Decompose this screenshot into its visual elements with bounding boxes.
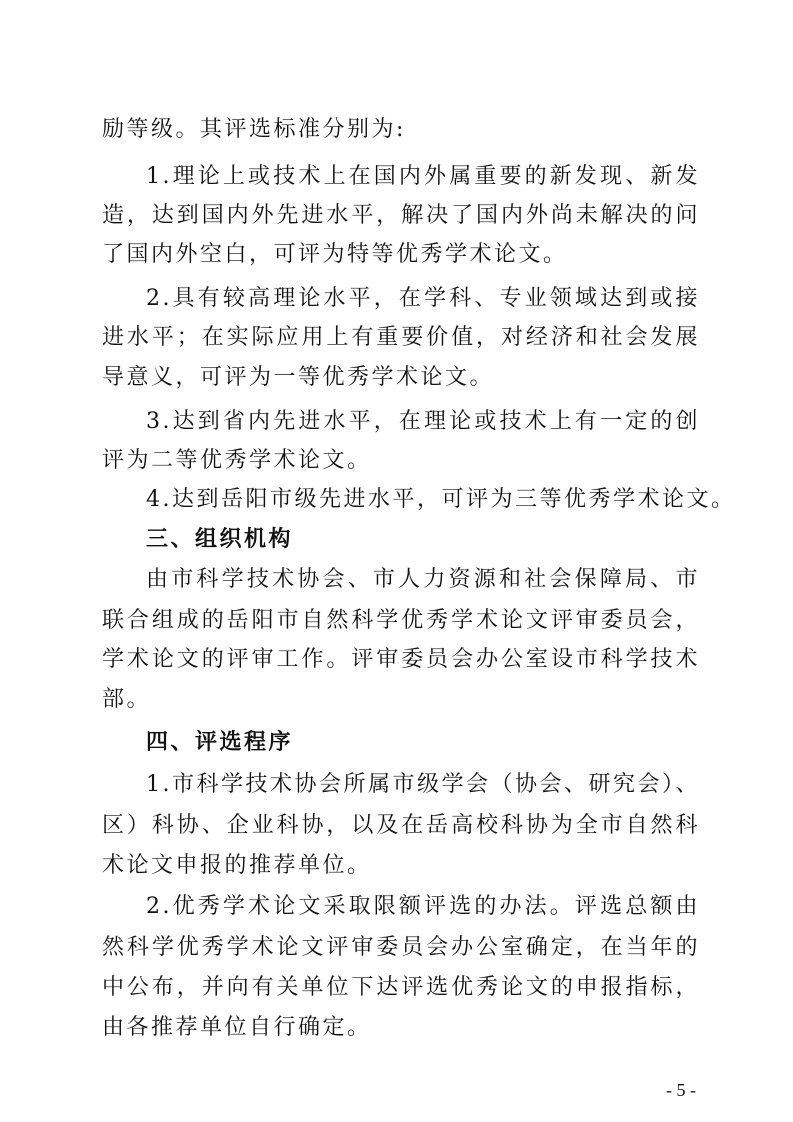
paragraph-line: 2.优秀学术论文采取限额评选的办法。评选总额由 (146, 894, 700, 919)
section-heading: 四、评选程序 (146, 730, 294, 755)
paragraph-line: 进水平；在实际应用上有重要价值，对经济和社会发展 (102, 325, 700, 350)
paragraph-line: 2.具有较高理论水平，在学科、专业领域达到或接 (146, 286, 700, 311)
paragraph-line: 3.达到省内先进水平，在理论或技术上有一定的创 (146, 409, 700, 434)
paragraph-line: 励等级。其评选标准分别为: (102, 117, 406, 142)
paragraph-line: 联合组成的岳阳市自然科学优秀学术论文评审委员会， (102, 608, 700, 633)
paragraph-line: 造，达到国内外先进水平，解决了国内外尚未解决的问 (102, 203, 700, 228)
paragraph-line: 了国内外空白，可评为特等优秀学术论文。 (102, 242, 568, 267)
paragraph-line: 然科学优秀学术论文评审委员会办公室确定，在当年的 (102, 935, 700, 960)
paragraph-line: 由各推荐单位自行确定。 (102, 1015, 372, 1040)
paragraph-line: 学术论文的评审工作。评审委员会办公室设市科学技术 (102, 647, 700, 672)
paragraph-line: 1.理论上或技术上在国内外属重要的新发现、新发 (146, 164, 700, 189)
paragraph-line: 术论文申报的推荐单位。 (102, 853, 372, 878)
paragraph-line: 1.市科学技术协会所属市级学会（协会、研究会）、 (146, 772, 700, 797)
paragraph-line: 4.达到岳阳市级先进水平，可评为三等优秀学术论文。 (146, 487, 736, 512)
page-number: - 5 - (666, 1080, 696, 1100)
paragraph-line: 部。 (102, 687, 152, 712)
paragraph-line: 区）科协、企业科协，以及在岳高校科协为全市自然科 (102, 813, 700, 838)
paragraph-line: 导意义，可评为一等优秀学术论文。 (102, 365, 495, 390)
paragraph-line: 由市科学技术协会、市人力资源和社会保障局、市 (146, 567, 700, 592)
section-heading: 三、组织机构 (146, 527, 294, 552)
paragraph-line: 评为二等优秀学术论文。 (102, 448, 372, 473)
paragraph-line: 中公布，并向有关单位下达评选优秀论文的申报指标， (102, 975, 700, 1000)
